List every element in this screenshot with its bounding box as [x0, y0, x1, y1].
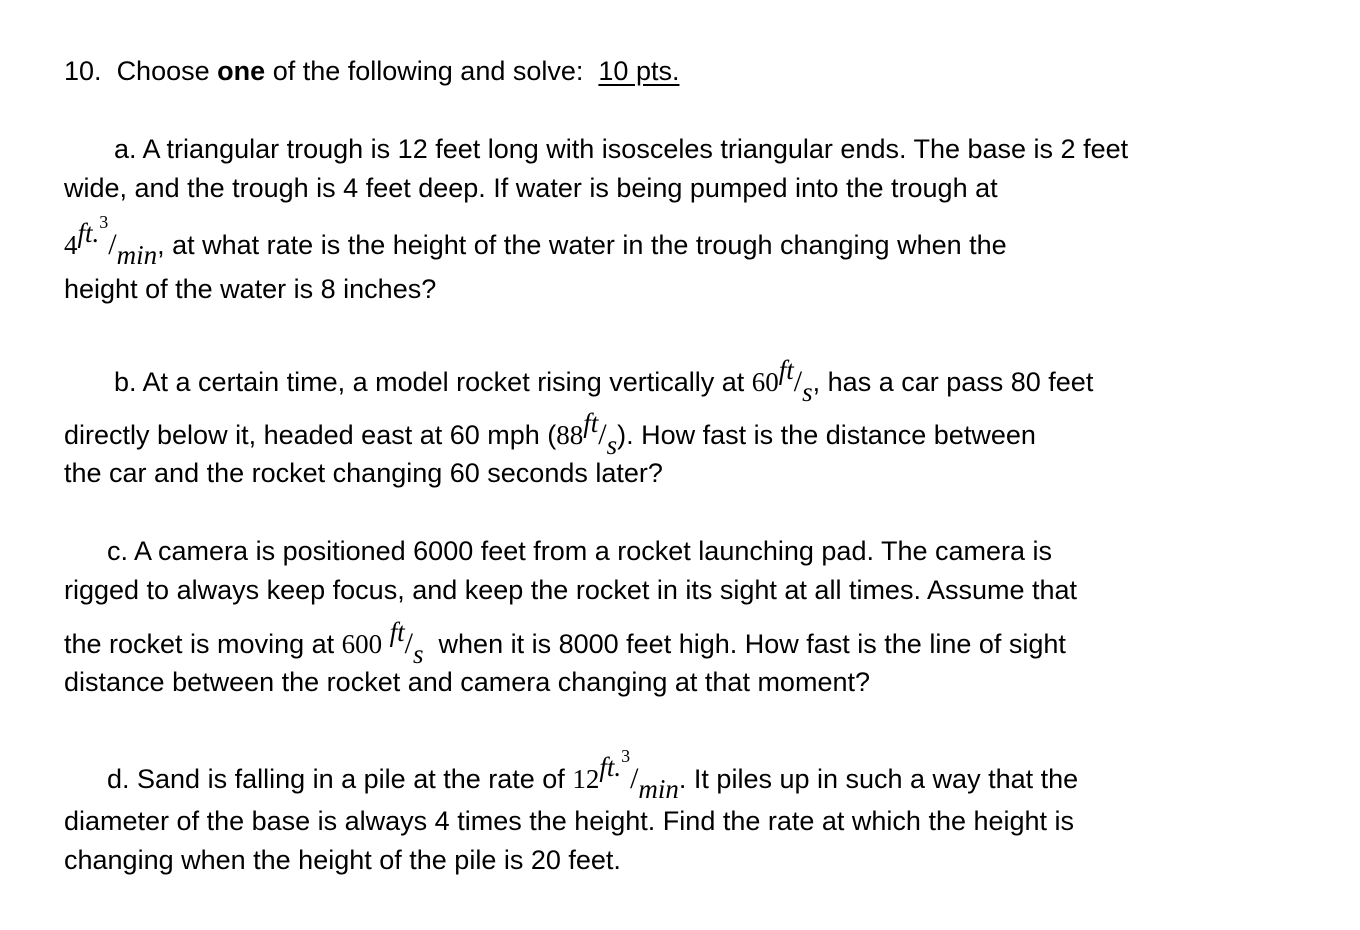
- rate-unit-numerator: ft: [389, 617, 405, 647]
- rate-slash: /: [630, 762, 639, 795]
- heading-post: of the following and solve:: [272, 56, 584, 86]
- rate-coefficient: 600: [341, 629, 383, 659]
- problem-a-line-3: [64, 212, 1007, 270]
- problem-d-line-1: [107, 746, 1079, 804]
- question-number: 10.: [64, 56, 102, 86]
- problem-d-line-3: changing when the height of the pile is 20 feet.: [64, 845, 621, 875]
- rate-coefficient: 4: [64, 230, 78, 260]
- rate-slash: /: [598, 418, 607, 451]
- rate-unit-denominator: s: [606, 430, 618, 460]
- rate-unit-numerator: ft: [583, 408, 599, 438]
- rate-coefficient: 88: [556, 420, 584, 450]
- problem-c-line-4: distance between the rocket and camera changing at that moment?: [64, 667, 870, 697]
- problem-c-line-3: [64, 617, 1066, 669]
- rate-unit-denominator: min: [638, 774, 679, 804]
- problem-a-line-2: wide, and the trough is 4 feet deep. If water is being pumped into the trough at: [64, 173, 998, 203]
- rate-unit-denominator: min: [116, 240, 158, 270]
- problem-a-line-1: a. A triangular trough is 12 feet long with isosceles triangular ends. The base is 2 feet: [114, 134, 1129, 164]
- problem-d-line-1-post: . It piles up in such a way that the: [678, 764, 1079, 794]
- rate-slash: /: [108, 228, 117, 261]
- problem-c-line-3-pre: the rocket is moving at: [64, 629, 335, 659]
- heading-pre: Choose: [116, 56, 210, 86]
- rate-unit-denominator: s: [802, 377, 813, 407]
- rate-exponent: 3: [621, 746, 631, 766]
- points-label: 10 pts.: [598, 56, 680, 86]
- heading-bold: one: [217, 56, 266, 86]
- rate-coefficient: 60: [751, 367, 779, 397]
- problem-b-line-3: the car and the rocket changing 60 seconds later?: [64, 458, 663, 488]
- problem-c-line-1: c. A camera is positioned 6000 feet from a rocket launching pad. The camera is: [107, 536, 1053, 566]
- rate-slash: /: [404, 627, 414, 660]
- problem-c-line-3-post: when it is 8000 feet high. How fast is the line of sight: [438, 629, 1066, 659]
- question-heading: [64, 58, 679, 85]
- rate-exponent: 3: [99, 212, 109, 232]
- rate-coefficient: 12: [572, 764, 600, 794]
- rate-unit-numerator: ft.: [599, 752, 622, 782]
- problem-d-line-1-pre: d. Sand is falling in a pile at the rate of: [107, 764, 565, 794]
- rate-unit-numerator: ft: [778, 355, 794, 385]
- rate-unit-denominator: s: [413, 639, 424, 669]
- problem-d-line-2: diameter of the base is always 4 times the height. Find the rate at which the height is: [64, 806, 1075, 836]
- problem-b-line-1: [114, 355, 1094, 407]
- problem-a-line-3-text: , at what rate is the height of the water in the trough changing when the: [157, 230, 1007, 260]
- problem-b-line-1-pre: b. At a certain time, a model rocket rising vertically at: [114, 367, 745, 397]
- problem-b-line-1-post: , has a car pass 80 feet: [812, 367, 1094, 397]
- problem-b-line-2-pre: directly below it, headed east at 60 mph (: [64, 420, 557, 450]
- rate-slash: /: [793, 365, 803, 398]
- problem-b-line-2: [64, 408, 1036, 460]
- rate-unit-numerator: ft.: [77, 218, 100, 248]
- problem-c-line-2: rigged to always keep focus, and keep the rocket in its sight at all times. Assume that: [64, 575, 1078, 605]
- problem-b-line-2-post: ). How fast is the distance between: [617, 420, 1036, 450]
- problem-a-line-4: height of the water is 8 inches?: [64, 274, 437, 304]
